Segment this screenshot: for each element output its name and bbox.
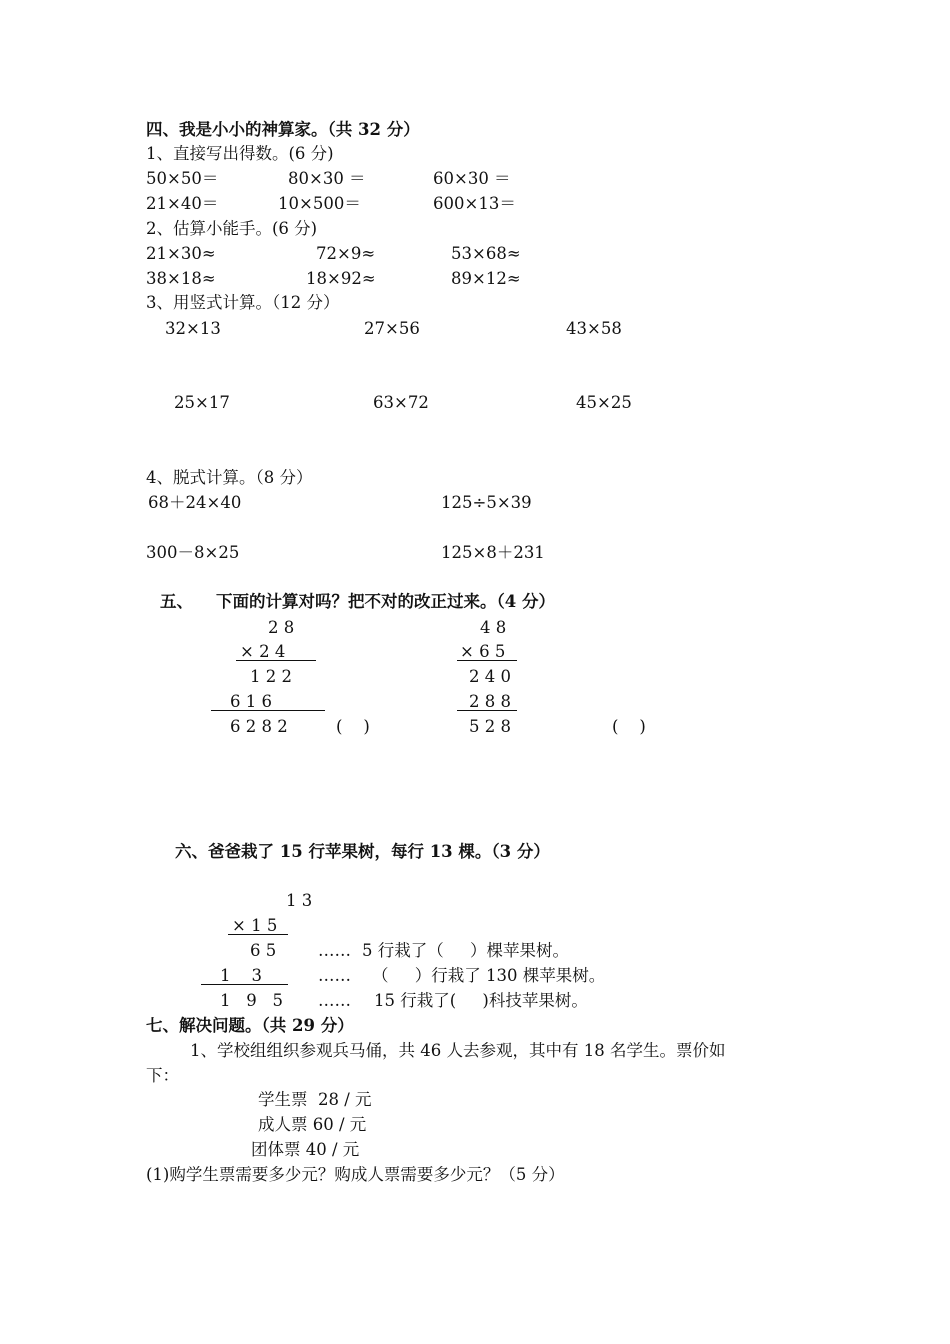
calc3-line: 1 3: [220, 966, 262, 985]
q4-item: 68＋24×40: [148, 493, 242, 512]
calc3-line: 1 3: [286, 891, 313, 910]
q1-item: 60×30 ＝: [433, 169, 511, 188]
price-line: 学生票 28 / 元: [258, 1090, 372, 1109]
calc3-note: （ ）行栽了 130 棵苹果树。: [372, 966, 606, 985]
ellipsis: ……: [318, 966, 351, 985]
section7-title: 七、解决问题。（共 29 分）: [146, 1016, 354, 1035]
calc3-line: × 1 5: [232, 916, 278, 935]
section5-title: 五、 下面的计算对吗？把不对的改正过来。（4 分）: [160, 592, 555, 611]
q1-item: 10×500＝: [278, 194, 361, 213]
calc1-line: 6 1 6: [230, 692, 272, 711]
q4-item: 300－8×25: [146, 543, 240, 562]
problem1-text: 下：: [146, 1066, 179, 1085]
calc3-note: 5 行栽了（ ）棵苹果树。: [362, 941, 569, 960]
section6-title: 六、爸爸栽了 15 行苹果树，每行 13 棵。（3 分）: [175, 842, 550, 861]
calc2-rule: [457, 710, 517, 711]
q2-item: 53×68≈: [451, 244, 521, 263]
calc3-rule: [201, 984, 288, 985]
calc2-line: 2 4 0: [469, 667, 511, 686]
q4-item: 125÷5×39: [441, 493, 532, 512]
q1-item: 50×50＝: [146, 169, 219, 188]
q2-title: 2、估算小能手。(6 分): [146, 219, 318, 238]
q1-item: 600×13＝: [433, 194, 516, 213]
section4-title: 四、我是小小的神算家。（共 32 分）: [146, 120, 420, 139]
q3-title: 3、用竖式计算。（12 分）: [146, 293, 340, 312]
ellipsis: ……: [318, 941, 351, 960]
q3-item: 32×13: [165, 319, 221, 338]
q2-item: 72×9≈: [316, 244, 376, 263]
problem1-text: 1、学校组组织参观兵马俑，共 46 人去参观，其中有 18 名学生。票价如: [190, 1041, 726, 1060]
q3-item: 43×58: [566, 319, 622, 338]
calc2-line: 2 8 8: [469, 692, 511, 711]
q2-item: 18×92≈: [306, 269, 376, 288]
q1-item: 21×40＝: [146, 194, 219, 213]
q1-item: 80×30 ＝: [288, 169, 366, 188]
calc1-line: 1 2 2: [250, 667, 292, 686]
calc1-rule: [236, 660, 316, 661]
calc1-line: × 2 4: [240, 642, 286, 661]
calc2-line: × 6 5: [460, 642, 506, 661]
price-line: 成人票 60 / 元: [258, 1115, 367, 1134]
q2-item: 21×30≈: [146, 244, 216, 263]
q4-item: 125×8＋231: [441, 543, 545, 562]
q4-title: 4、脱式计算。（8 分）: [146, 468, 313, 487]
ellipsis: ……: [318, 991, 351, 1010]
q2-item: 38×18≈: [146, 269, 216, 288]
calc1-line: 2 8: [268, 618, 295, 637]
calc3-rule: [228, 934, 288, 935]
calc2-rule: [457, 660, 517, 661]
calc3-note: 15 行栽了( )科技苹果树。: [374, 991, 588, 1010]
calc3-line: 1 9 5: [220, 991, 283, 1010]
calc3-line: 6 5: [250, 941, 277, 960]
q2-item: 89×12≈: [451, 269, 521, 288]
q3-item: 25×17: [174, 393, 230, 412]
answer-paren[interactable]: ( ): [336, 717, 370, 736]
q3-item: 63×72: [373, 393, 429, 412]
problem1-question: (1)购学生票需要多少元？购成人票需要多少元？（5 分）: [146, 1165, 565, 1184]
answer-paren[interactable]: ( ): [612, 717, 646, 736]
calc2-line: 4 8: [480, 618, 507, 637]
q3-item: 27×56: [364, 319, 420, 338]
price-line: 团体票 40 / 元: [251, 1140, 360, 1159]
calc1-rule: [211, 710, 325, 711]
calc1-line: 6 2 8 2: [230, 717, 288, 736]
calc2-line: 5 2 8: [469, 717, 511, 736]
q1-title: 1、直接写出得数。(6 分): [146, 144, 334, 163]
q3-item: 45×25: [576, 393, 632, 412]
